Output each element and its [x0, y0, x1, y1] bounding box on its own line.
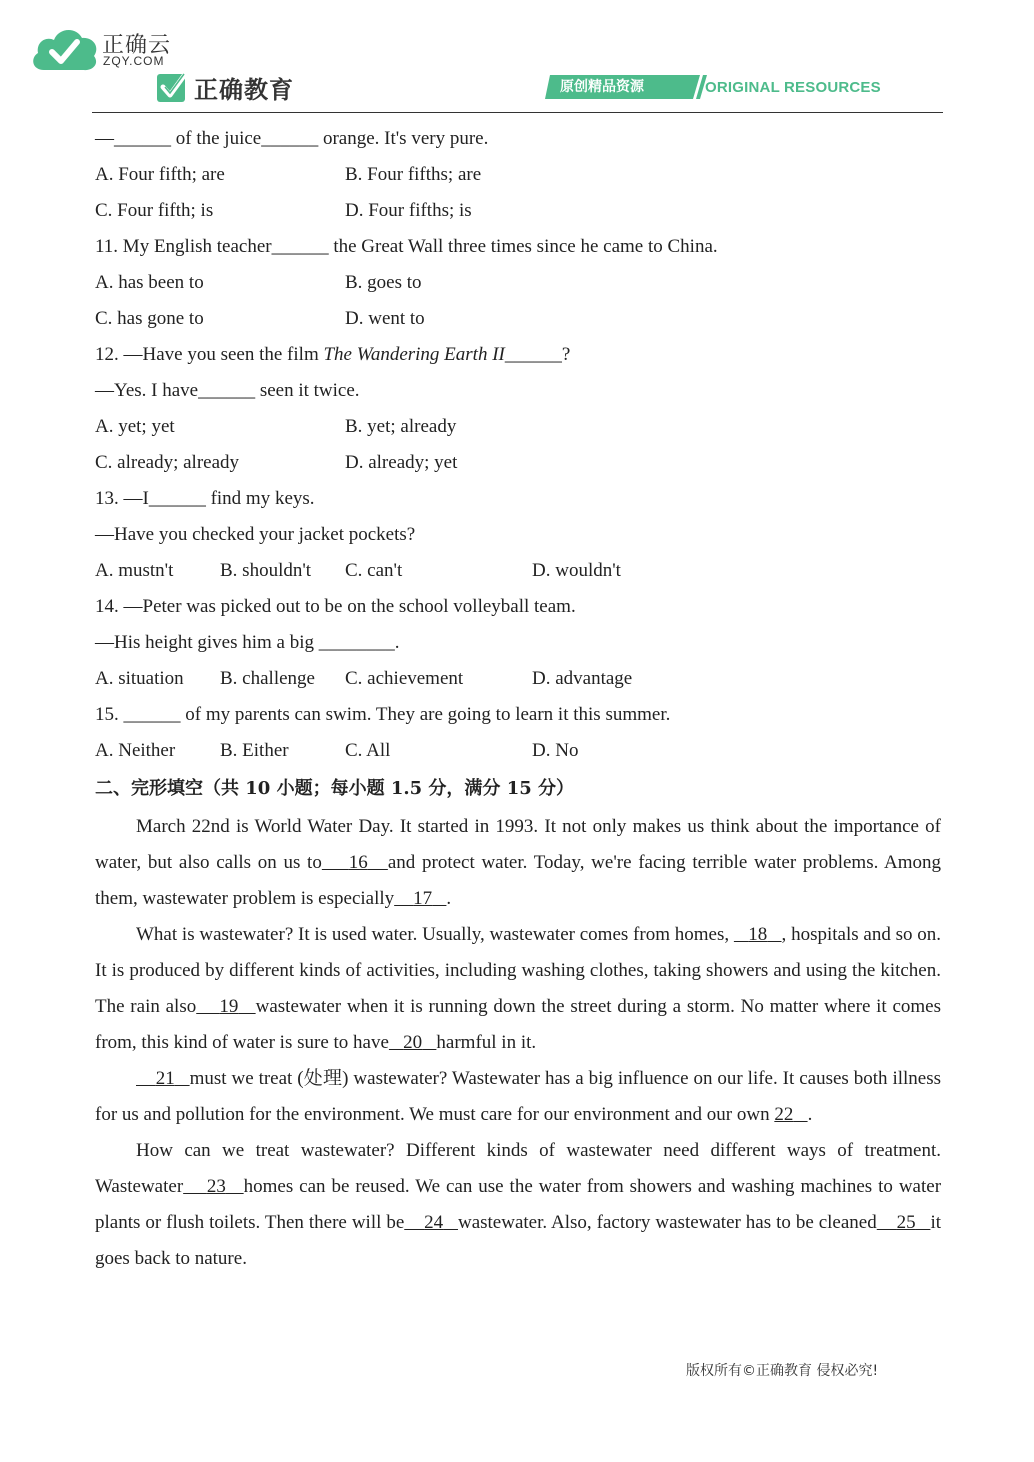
- option-d: D. advantage: [532, 668, 633, 689]
- question-stem: [95, 337, 941, 373]
- option-b: B. Either: [220, 740, 289, 761]
- options-row: [95, 409, 941, 445]
- option-b: B. challenge: [220, 668, 315, 689]
- blank-20: 20: [403, 1032, 423, 1053]
- question-reply: —Yes. I have______ seen it twice.: [95, 380, 360, 401]
- text: , hospitals and so on. It is produced by different kinds of activities, including washing clothes, taking showers and using the kitchen. The rain also: [95, 924, 942, 1017]
- option-a: A. Four fifth; are: [95, 164, 225, 185]
- document-body: [95, 121, 941, 1277]
- option-c: C. Four fifth; is: [95, 200, 214, 221]
- text: March 22nd is World Water Day. It started in 1993. It not only makes us think about the importance of water, but also calls on us to: [95, 816, 941, 873]
- passage-paragraph-2: [95, 917, 941, 1061]
- section-heading: 二、完形填空（共 10 小题；每小题 1.5 分，满分 15 分）: [95, 778, 575, 799]
- text: must we treat (处理) wastewater? Wastewater has a big influence on our life. It causes both illness for us and pollution for the environment. We must care for our environment and our own: [95, 1068, 942, 1125]
- blank-23: 23: [206, 1176, 226, 1197]
- blank-16: 16: [348, 852, 368, 873]
- option-b: B. yet; already: [345, 416, 457, 437]
- option-c: C. already; already: [95, 452, 240, 473]
- question-stem: 11. My English teacher______ the Great Wall three times since he came to China.: [95, 236, 718, 257]
- option-a: A. Neither: [95, 740, 176, 761]
- option-b: B. shouldn't: [220, 560, 312, 581]
- text: wastewater when it is running down the street during a storm. No matter where it comes from, this kind of water is sure to have: [95, 996, 942, 1053]
- option-c: C. All: [345, 740, 391, 761]
- question-reply: —Have you checked your jacket pockets?: [95, 524, 416, 545]
- passage-paragraph-1: [95, 809, 941, 917]
- option-d: D. already; yet: [345, 452, 458, 473]
- blank-24: 24: [424, 1212, 444, 1233]
- blank-19: 19: [219, 996, 239, 1017]
- text: homes can be reused. We can use the water from showers and washing machines to water plants or flush toilets. Then there will be: [95, 1176, 942, 1233]
- stem-text: 12. —Have you seen the film: [95, 344, 324, 365]
- text: wastewater. Also, factory wastewater has to be cleaned: [457, 1212, 877, 1233]
- option-d: D. Four fifths; is: [345, 200, 472, 221]
- option-d: D. No: [532, 740, 579, 761]
- option-a: A. yet; yet: [95, 416, 175, 437]
- brand-name: 正确教育: [194, 75, 294, 104]
- options-row: [95, 301, 941, 337]
- header-divider: [92, 112, 943, 113]
- banner-english-text: ORIGINAL RESOURCES: [705, 79, 881, 96]
- text: and protect water. Today, we're facing terrible water problems. Among them, wastewater problem is especially: [95, 852, 941, 909]
- logo-chinese-name: 正确云: [102, 33, 172, 58]
- logo-domain: ZQY.COM: [103, 54, 165, 68]
- text: How can we treat wastewater? Different kinds of wastewater need different ways of treatment. Wastewater: [95, 1140, 941, 1197]
- option-c: C. has gone to: [95, 308, 204, 329]
- option-b: B. goes to: [345, 272, 422, 293]
- blank-21: 21: [155, 1068, 175, 1089]
- blank-22: 22: [774, 1104, 794, 1125]
- options-row: [95, 661, 941, 697]
- question-stem: —______ of the juice______ orange. It's very pure.: [95, 128, 489, 149]
- options-row: [95, 193, 941, 229]
- page-header: [0, 0, 1034, 120]
- option-c: C. achievement: [345, 668, 464, 689]
- blank-25: 25: [896, 1212, 916, 1233]
- question-reply: —His height gives him a big ________.: [95, 632, 400, 653]
- option-a: A. situation: [95, 668, 184, 689]
- options-row: [95, 553, 941, 589]
- options-row: [95, 265, 941, 301]
- stem-blank: ______?: [504, 344, 571, 365]
- option-d: D. went to: [345, 308, 425, 329]
- text: harmful in it.: [436, 1032, 537, 1053]
- options-row: [95, 157, 941, 193]
- question-stem: 14. —Peter was picked out to be on the school volleyball team.: [95, 596, 576, 617]
- text: .: [446, 888, 452, 909]
- options-row: [95, 733, 941, 769]
- option-b: B. Four fifths; are: [345, 164, 482, 185]
- cloud-check-logo-icon: [30, 22, 100, 74]
- copyright-footer: 版权所有©正确教育 侵权必究!: [686, 1363, 879, 1379]
- option-a: A. has been to: [95, 272, 204, 293]
- text: .: [807, 1104, 813, 1125]
- option-a: A. mustn't: [95, 560, 174, 581]
- option-d: D. wouldn't: [532, 560, 621, 581]
- passage-paragraph-3: [95, 1061, 941, 1133]
- check-box-icon: [156, 71, 188, 103]
- question-stem: 15. ______ of my parents can swim. They are going to learn it this summer.: [95, 704, 671, 725]
- brand-logo: [156, 70, 294, 104]
- banner-chinese-text: 原创精品资源: [560, 79, 644, 95]
- options-row: [95, 445, 941, 481]
- film-title: The Wandering Earth II: [323, 344, 505, 365]
- blank-18: 18: [748, 924, 768, 945]
- text: What is wastewater? It is used water. Usually, wastewater comes from homes,: [136, 924, 734, 945]
- blank-17: 17: [413, 888, 433, 909]
- passage-paragraph-4: [95, 1133, 941, 1277]
- text: it goes back to nature.: [95, 1212, 941, 1269]
- question-stem: 13. —I______ find my keys.: [95, 488, 315, 509]
- option-c: C. can't: [345, 560, 403, 581]
